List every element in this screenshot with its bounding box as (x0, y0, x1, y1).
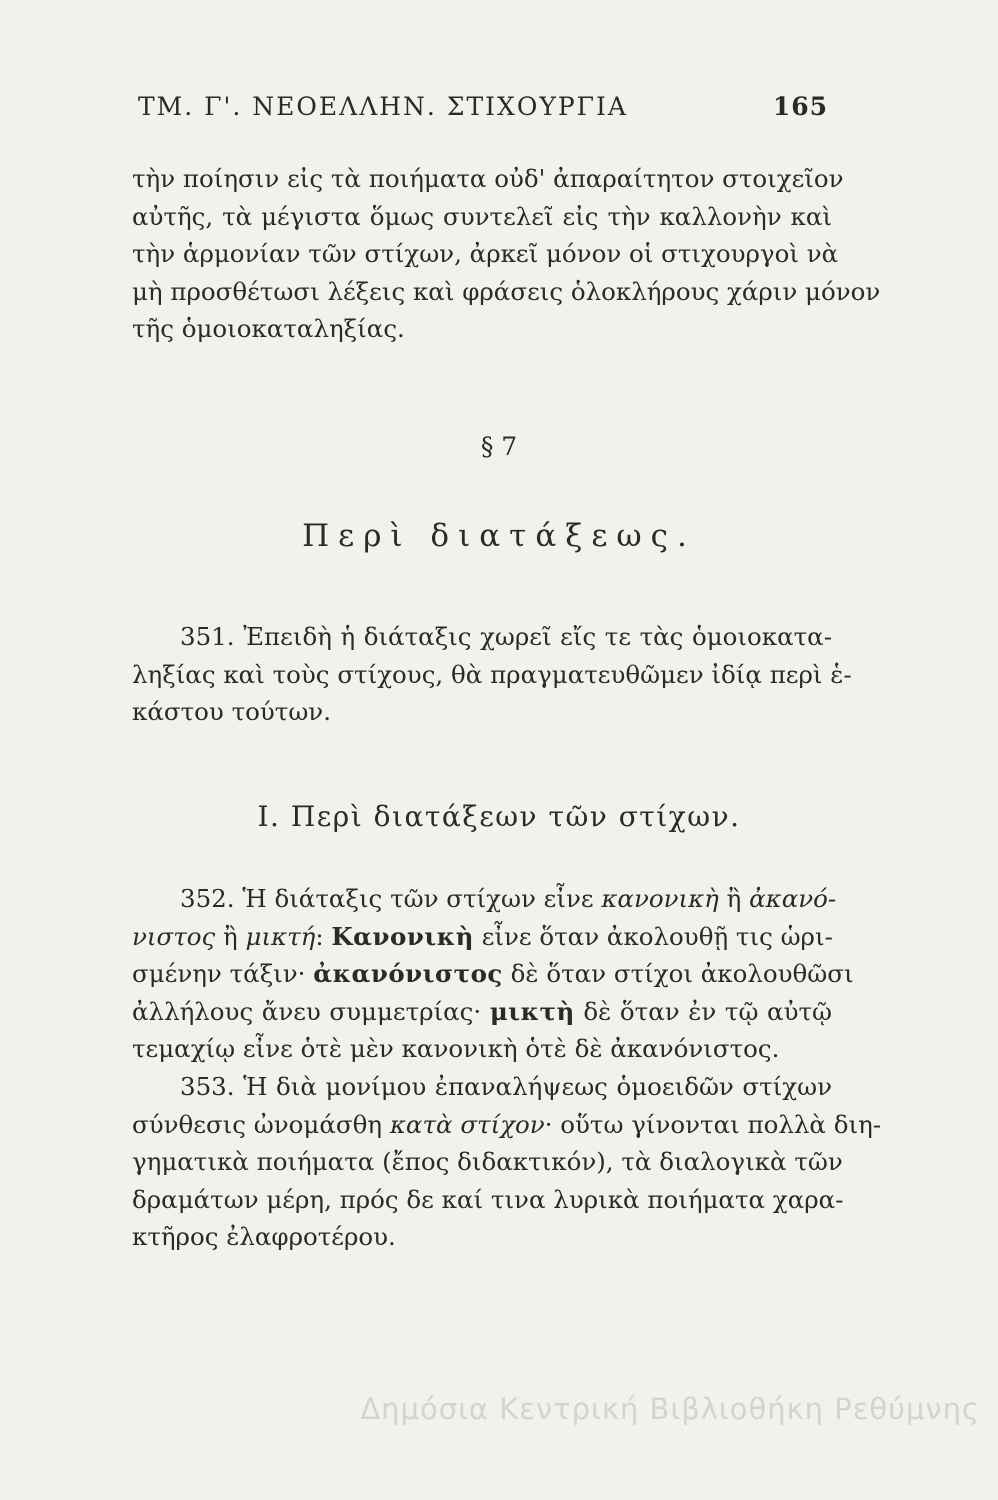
text-span: : (315, 921, 332, 951)
library-watermark: Δημόσια Κεντρική Βιβλιοθήκη Ρεθύμνης (360, 1392, 980, 1426)
text-line: αὐτῆς, τὰ μέγιστα ὅμως συντελεῖ εἰς τὴν καλλονὴν καὶ (132, 201, 832, 231)
text-line (132, 993, 832, 1031)
text-line: μὴ προσθέτωσι λέξεις καὶ φράσεις ὁλοκλήρους χάριν μόνον (132, 276, 881, 306)
top-paragraph (132, 160, 881, 348)
italic-term: νιστος (132, 921, 216, 951)
text-line: δραμάτων μέρη, πρός δε καί τινα λυρικὰ ποιήματα χαρα- (132, 1184, 844, 1214)
text-line: κάστου τούτων. (132, 697, 331, 726)
text-span: Ἐπειδὴ ἡ διάταξις χωρεῖ εἴς τε τὰς ὁμοιοκατα- (243, 622, 832, 651)
text-span: ἢ (215, 921, 246, 951)
text-line: τὴν ἁρμονίαν τῶν στίχων, ἀρκεῖ μόνον οἱ στιχουργοὶ νὰ (132, 239, 839, 268)
text-span: Ἡ διάταξις τῶν στίχων εἶνε (242, 884, 602, 913)
text-span: εἶνε ὅταν ἀκολουθῇ τις ὡρι- (473, 921, 833, 951)
text-span: Ἡ διὰ μονίμου ἐπαναλήψεως ὁμοειδῶν στίχων (243, 1072, 832, 1101)
paragraph-number: 351. (180, 622, 235, 651)
text-line (132, 918, 832, 956)
section-title: Περὶ διατάξεως. (302, 518, 696, 554)
text-span: ἀλλήλους ἄνευ συμμετρίας· (132, 996, 490, 1026)
italic-term: μικτή (245, 921, 316, 951)
section-mark: § 7 (480, 432, 518, 461)
paragraph-351 (132, 618, 852, 731)
paragraph-352 (132, 880, 854, 1068)
text-line (132, 618, 832, 656)
paragraph-number: 352. (180, 884, 235, 913)
italic-term: ἀκανό- (749, 884, 837, 913)
text-line: τὴν ποίησιν εἰς τὰ ποιήματα οὐδ' ἀπαραίτητον στοιχεῖον (132, 164, 844, 193)
text-line: τεμαχίῳ εἶνε ὁτὲ μὲν κανονικὴ ὁτὲ δὲ ἀκανόνιστος. (132, 1034, 780, 1063)
text-span: σύνθεσις ὠνομάσθη (132, 1109, 390, 1139)
text-line: ληξίας καὶ τοὺς στίχους, θὰ πραγματευθῶμεν ἰδίᾳ περὶ ἑ- (132, 659, 852, 689)
bold-term: ἀκανόνιστος (313, 959, 503, 988)
text-line (132, 880, 837, 918)
text-span: ἢ (718, 884, 750, 913)
text-span: δὲ ὅταν ἐν τῷ αὐτῷ (574, 996, 832, 1026)
subsection-title: I. Περὶ διατάξεων τῶν στίχων. (257, 800, 741, 833)
paragraph-number: 353. (180, 1072, 235, 1101)
text-line: γηματικὰ ποιήματα (ἔπος διδακτικόν), τὰ διαλογικὰ τῶν (132, 1147, 843, 1176)
text-line: κτῆρος ἐλαφροτέρου. (132, 1222, 396, 1251)
text-span: σμένην τάξιν· (132, 959, 314, 988)
page-number: 165 (772, 92, 828, 121)
text-line (132, 1106, 882, 1144)
text-span: δὲ ὅταν στίχοι ἀκολουθῶσι (502, 959, 854, 988)
text-span: · οὕτω γίνονται πολλὰ διη- (544, 1109, 882, 1139)
text-line: τῆς ὁμοιοκαταληξίας. (132, 314, 405, 343)
bold-term: μικτὴ (489, 996, 575, 1026)
bold-term: Κανονικὴ (331, 921, 474, 951)
italic-term: κανονικὴ (601, 884, 719, 913)
text-line (132, 1068, 832, 1106)
text-line (132, 955, 854, 993)
running-title: ΤΜ. Γ'. ΝΕΟΕΛΛΗΝ. ΣΤΙΧΟΥΡΓΙΑ (138, 92, 628, 121)
paragraph-353 (132, 1068, 882, 1256)
italic-term: κατὰ στίχον (389, 1109, 545, 1139)
